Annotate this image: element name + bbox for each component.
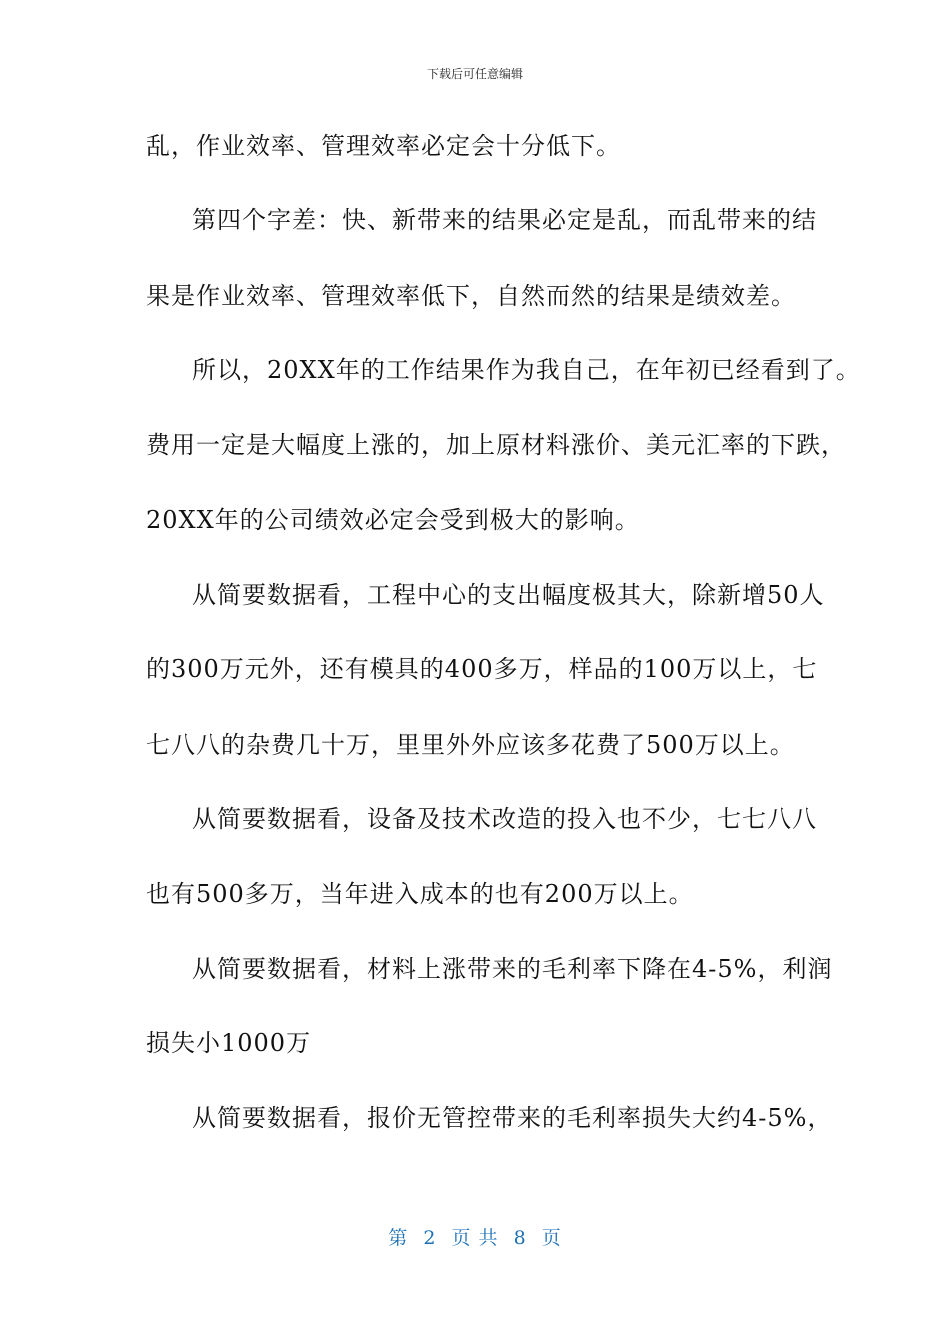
text-line: 也有500多万，当年进入成本的也有200万以上。	[146, 880, 694, 908]
text-line: 从简要数据看，报价无管控带来的毛利率损失大约4-5%，	[192, 1104, 833, 1132]
text-line: 损失小1000万	[146, 1029, 312, 1057]
page-prefix: 第	[388, 1227, 409, 1249]
page-suffix: 页	[541, 1227, 562, 1249]
text-line: 所以，20XX年的工作结果作为我自己，在年初已经看到了。	[192, 356, 861, 384]
text-line: 从简要数据看，工程中心的支出幅度极其大，除新增50人	[192, 581, 825, 609]
page-mid: 页 共	[451, 1227, 499, 1249]
text-line: 费用一定是大幅度上涨的，加上原材料涨价、美元汇率的下跌，	[146, 431, 846, 459]
text-line: 第四个字差：快、新带来的结果必定是乱，而乱带来的结	[192, 206, 817, 234]
page-footer	[0, 1226, 950, 1250]
text-line: 从简要数据看，设备及技术改造的投入也不少，七七八八	[192, 805, 817, 833]
page-header: 下载后可任意编辑	[426, 67, 523, 81]
text-line: 乱，作业效率、管理效率必定会十分低下。	[146, 132, 621, 160]
text-line: 的300万元外，还有模具的400多万，样品的100万以上，七	[146, 655, 818, 683]
text-line: 从简要数据看，材料上涨带来的毛利率下降在4-5%，利润	[192, 955, 833, 983]
page-number: 2	[423, 1227, 437, 1249]
total-pages: 8	[513, 1227, 527, 1249]
text-line: 20XX年的公司绩效必定会受到极大的影响。	[146, 506, 640, 534]
text-line: 七八八的杂费几十万，里里外外应该多花费了500万以上。	[146, 731, 795, 759]
text-line: 果是作业效率、管理效率低下，自然而然的结果是绩效差。	[146, 282, 796, 310]
